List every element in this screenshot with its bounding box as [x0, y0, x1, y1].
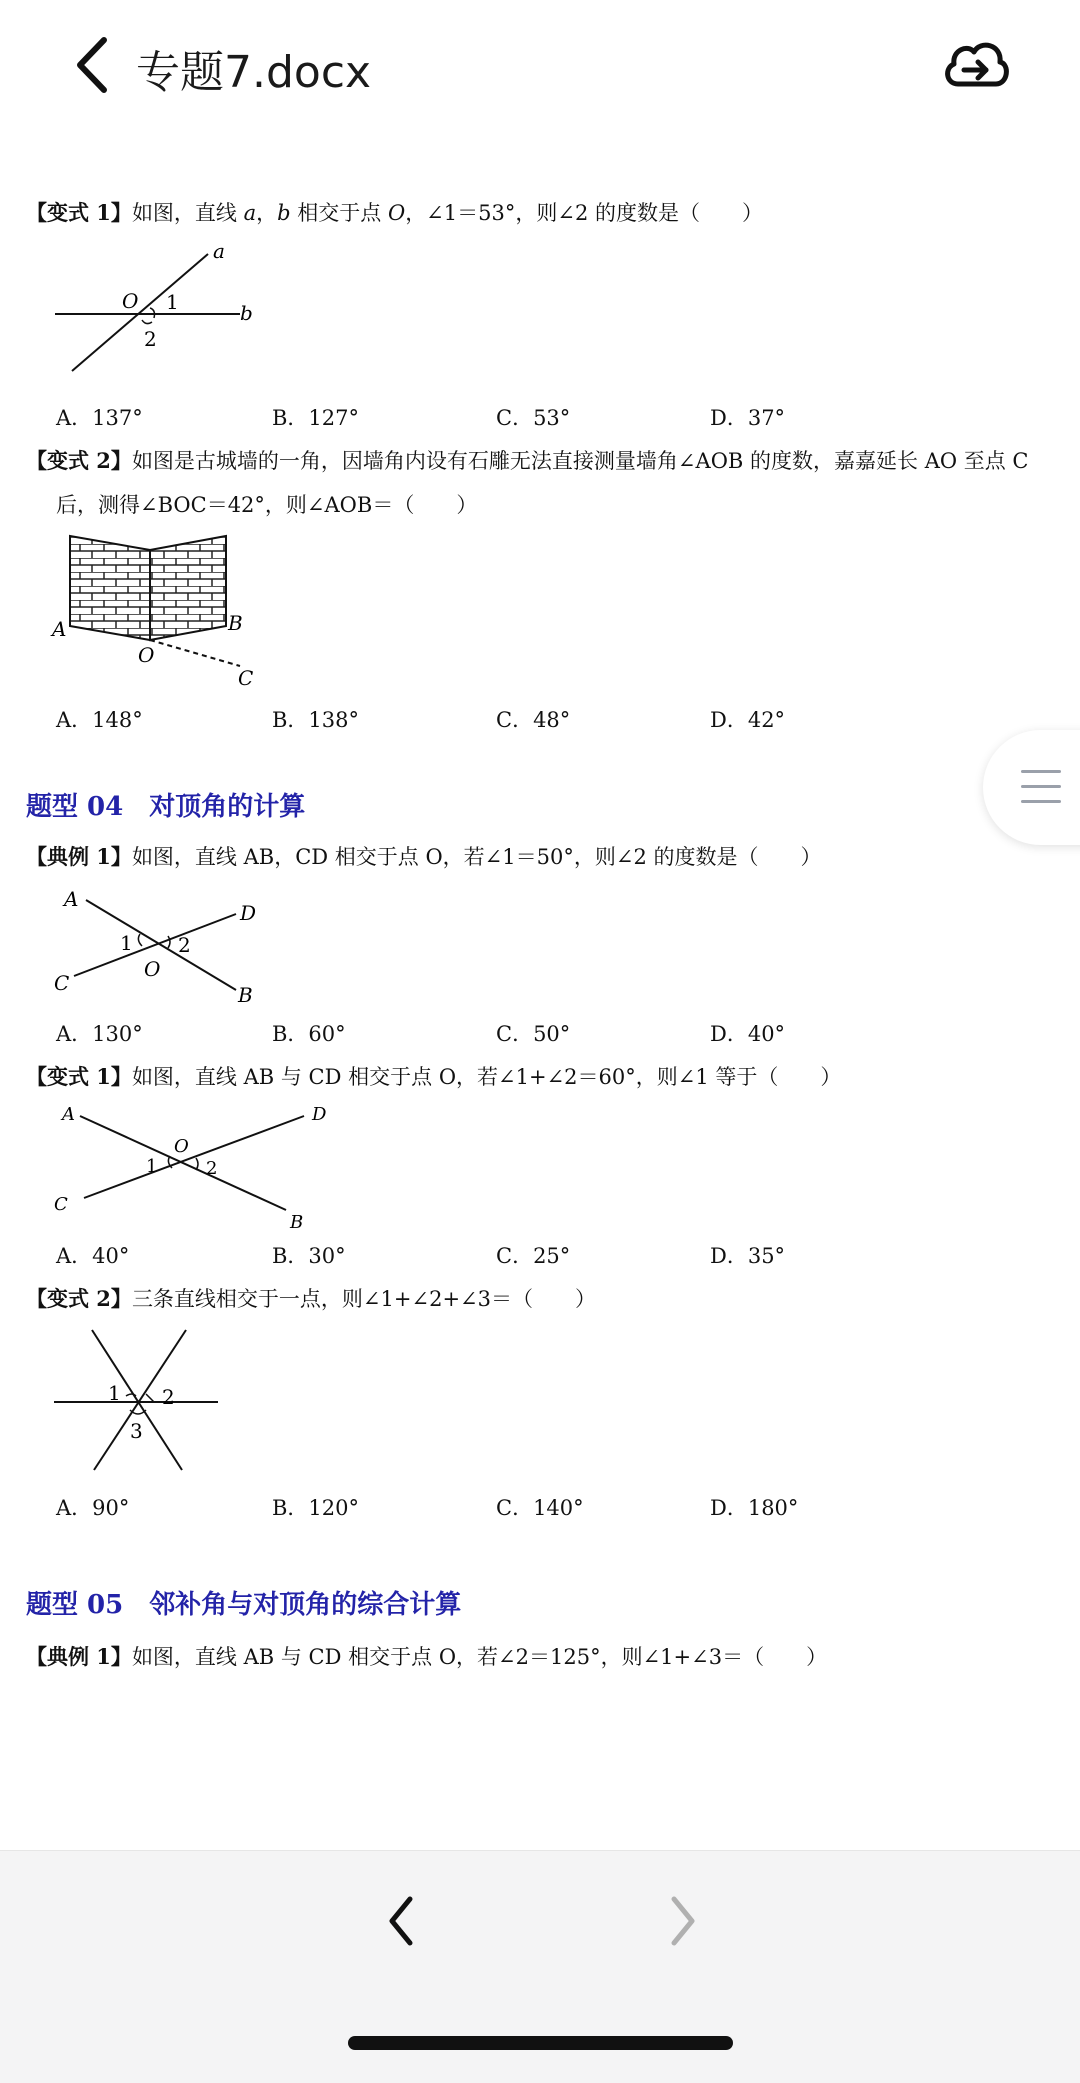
svg-text:b: b [240, 301, 253, 325]
svg-text:2: 2 [206, 1158, 218, 1179]
svg-text:a: a [213, 239, 225, 263]
question-text: 【变式 2】三条直线相交于一点，则∠1+∠2+∠3＝（ ） [26, 1286, 596, 1311]
section-heading: 题型 05 邻补角与对顶角的综合计算 [26, 1590, 462, 1620]
option-d: D．37° [710, 406, 786, 430]
option-d: D．180° [710, 1496, 799, 1520]
question-text: 【典例 1】如图，直线 AB，CD 相交于点 O，若∠1＝50°，则∠2 的度数是（ ） [26, 844, 822, 869]
option-a: A．130° [56, 1022, 143, 1046]
question-text: 【变式 2】如图是古城墙的一角，因墙角内设有石雕无法直接测量墙角∠AOB 的度数，嘉嘉延长 AO 至点 C [26, 448, 1029, 473]
chevron-left-icon [68, 32, 120, 98]
svg-text:O: O [144, 957, 161, 981]
home-indicator[interactable] [348, 2036, 733, 2050]
vertical-angles-figure [50, 880, 270, 1010]
chevron-left-icon [380, 1891, 424, 1951]
option-c: C．50° [496, 1022, 571, 1046]
toc-button[interactable] [983, 730, 1080, 845]
option-a: A．137° [56, 406, 143, 430]
svg-text:B: B [228, 611, 243, 635]
question-text: 【典例 1】如图，直线 AB 与 CD 相交于点 O，若∠2＝125°，则∠1+∠3＝（ ） [26, 1644, 828, 1669]
section-heading: 题型 04 对顶角的计算 [26, 792, 306, 822]
bottom-nav-bar [0, 1850, 1080, 2083]
svg-text:A: A [64, 887, 79, 911]
back-button[interactable] [68, 32, 120, 98]
question-tag: 【典例 1】 [26, 844, 132, 869]
three-lines-figure [50, 1324, 240, 1474]
option-c: C．48° [496, 708, 571, 732]
question-tag: 【变式 1】 [26, 200, 132, 225]
question-text-line2: 后，测得∠BOC＝42°，则∠AOB＝（ ） [56, 493, 478, 517]
option-b: B．138° [272, 708, 360, 732]
option-d: D．35° [710, 1244, 786, 1268]
svg-text:C: C [238, 666, 254, 690]
svg-text:1: 1 [108, 1381, 121, 1405]
svg-text:C: C [54, 1194, 68, 1215]
option-c: C．53° [496, 406, 571, 430]
chevron-right-icon [660, 1891, 704, 1951]
question-tag: 【典例 1】 [26, 1644, 132, 1669]
svg-text:2: 2 [144, 327, 157, 351]
question-tag: 【变式 2】 [26, 1286, 132, 1311]
svg-text:A: A [62, 1104, 75, 1125]
option-a: A．148° [56, 708, 143, 732]
svg-text:1: 1 [120, 931, 133, 955]
question-text: 【变式 1】如图，直线 a，b 相交于点 O，∠1＝53°，则∠2 的度数是（ ） [26, 200, 763, 225]
option-c: C．25° [496, 1244, 571, 1268]
svg-text:C: C [54, 971, 70, 995]
svg-text:B: B [238, 983, 253, 1007]
intersecting-lines-figure [50, 238, 260, 378]
svg-text:D: D [312, 1104, 327, 1125]
svg-text:A: A [52, 617, 67, 641]
question-tag: 【变式 1】 [26, 1064, 132, 1089]
option-a: A．90° [56, 1496, 130, 1520]
cloud-upload-button[interactable] [940, 32, 1010, 98]
svg-text:D: D [240, 901, 257, 925]
option-a: A．40° [56, 1244, 130, 1268]
option-d: D．42° [710, 708, 786, 732]
document-title: 专题7.docx [136, 47, 372, 98]
option-b: B．30° [272, 1244, 346, 1268]
option-c: C．140° [496, 1496, 584, 1520]
option-b: B．60° [272, 1022, 346, 1046]
svg-text:O: O [122, 289, 139, 313]
svg-text:2: 2 [162, 1385, 175, 1409]
svg-text:1: 1 [166, 290, 179, 314]
vertical-angles-figure-2 [50, 1098, 340, 1228]
option-d: D．40° [710, 1022, 786, 1046]
previous-page-button[interactable] [380, 1891, 424, 1951]
question-tag: 【变式 2】 [26, 448, 132, 473]
svg-text:B: B [290, 1212, 304, 1228]
svg-text:2: 2 [178, 933, 191, 957]
city-wall-figure [50, 530, 270, 690]
svg-text:O: O [138, 643, 155, 667]
svg-text:O: O [174, 1136, 189, 1157]
question-text: 【变式 1】如图，直线 AB 与 CD 相交于点 O，若∠1+∠2＝60°，则∠1 等于（ ） [26, 1064, 842, 1089]
svg-text:3: 3 [130, 1419, 143, 1443]
svg-text:1: 1 [146, 1156, 158, 1177]
option-b: B．120° [272, 1496, 360, 1520]
cloud-upload-icon [940, 32, 1010, 98]
next-page-button[interactable] [660, 1891, 704, 1951]
top-bar [0, 0, 1080, 130]
option-b: B．127° [272, 406, 360, 430]
